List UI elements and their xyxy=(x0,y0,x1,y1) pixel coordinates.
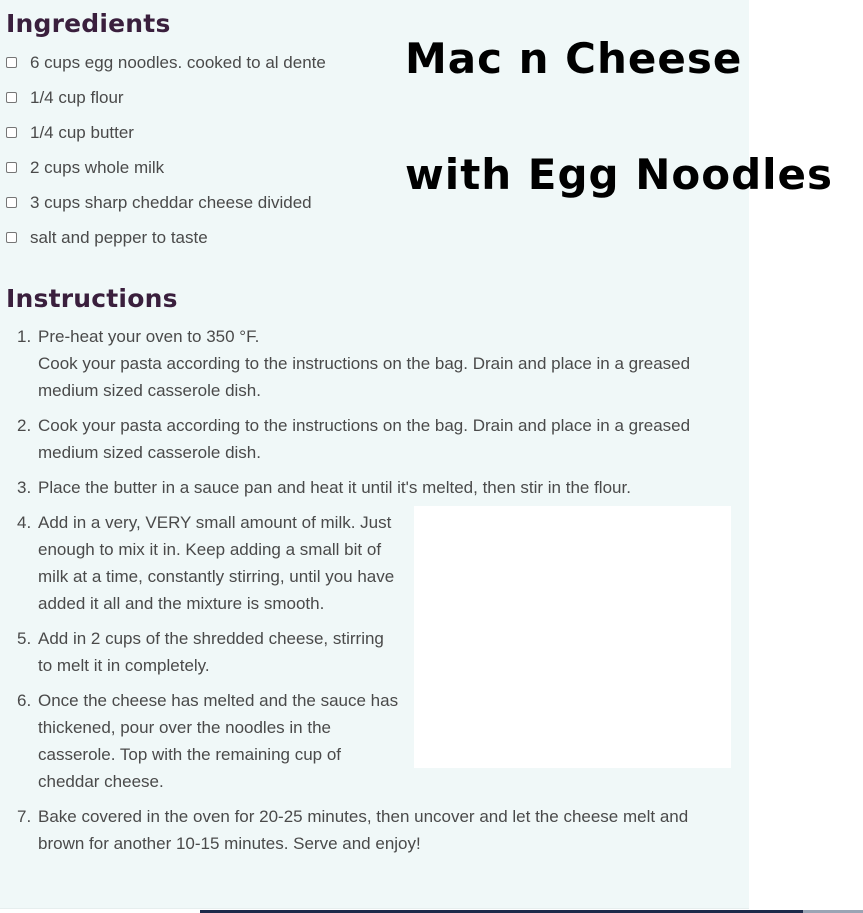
step-subtext: Cook your pasta according to the instructions on the bag. Drain and place in a greased medium sized casserole dish. xyxy=(38,354,691,400)
ingredient-label: 2 cups whole milk xyxy=(30,157,165,177)
ingredient-item[interactable] xyxy=(0,80,326,115)
step-text: Cook your pasta according to the instructions on the bag. Drain and place in a greased medium sized casserole dish. xyxy=(38,416,691,462)
instruction-step xyxy=(0,687,400,795)
instruction-step xyxy=(0,474,718,501)
panel-divider xyxy=(0,908,749,909)
step-text: Add in a very, VERY small amount of milk. Just enough to mix it in. Keep adding a small bit of milk at a time, constantly stirring, until you have added it all and the mixture is smooth. xyxy=(38,513,395,613)
step-text: Once the cheese has melted and the sauce has thickened, pour over the noodles in the casserole. Top with the remaining cup of cheddar cheese. xyxy=(38,691,399,791)
ingredients-heading: Ingredients xyxy=(6,9,171,38)
ingredient-list xyxy=(0,45,326,255)
instruction-step xyxy=(0,803,708,857)
step-number: 7. xyxy=(17,807,32,826)
ingredient-item[interactable] xyxy=(0,115,326,150)
step-text: Bake covered in the oven for 20-25 minutes, then uncover and let the cheese melt and brown for another 10-15 minutes. Serve and enjoy! xyxy=(38,807,689,853)
instruction-step xyxy=(0,509,400,617)
step-text: Place the butter in a sauce pan and heat it until it's melted, then stir in the flour. xyxy=(38,478,631,497)
step-number: 1. xyxy=(17,327,32,346)
step-number: 6. xyxy=(17,691,32,710)
ingredient-checkbox[interactable] xyxy=(6,232,17,243)
ingredient-item[interactable] xyxy=(0,220,326,255)
ingredient-checkbox[interactable] xyxy=(6,197,17,208)
ingredient-checkbox[interactable] xyxy=(6,127,17,138)
step-text: Add in 2 cups of the shredded cheese, stirring to melt it in completely. xyxy=(38,629,384,675)
instruction-step xyxy=(0,625,400,679)
step-text: Pre-heat your oven to 350 °F. xyxy=(38,327,260,346)
instruction-step xyxy=(0,412,698,466)
title-line-1: Mac n Cheese xyxy=(405,34,743,83)
ingredient-item[interactable] xyxy=(0,45,326,80)
ingredient-label: 3 cups sharp cheddar cheese divided xyxy=(30,192,312,212)
instructions-heading: Instructions xyxy=(6,284,178,313)
ingredient-checkbox[interactable] xyxy=(6,57,17,68)
step-number: 4. xyxy=(17,513,32,532)
step-number: 5. xyxy=(17,629,32,648)
ingredient-checkbox[interactable] xyxy=(6,162,17,173)
ingredient-label: 1/4 cup flour xyxy=(30,87,124,107)
step-number: 3. xyxy=(17,478,32,497)
instruction-step xyxy=(0,323,698,404)
title-line-2: with Egg Noodles xyxy=(405,150,834,199)
ingredient-label: salt and pepper to taste xyxy=(30,227,208,247)
ingredient-item[interactable] xyxy=(0,185,326,220)
recipe-title xyxy=(405,30,833,204)
ingredient-label: 6 cups egg noodles. cooked to al dente xyxy=(30,52,326,72)
recipe-image xyxy=(414,506,731,768)
ingredient-item[interactable] xyxy=(0,150,326,185)
ingredient-label: 1/4 cup butter xyxy=(30,122,134,142)
ingredient-checkbox[interactable] xyxy=(6,92,17,103)
step-number: 2. xyxy=(17,416,32,435)
